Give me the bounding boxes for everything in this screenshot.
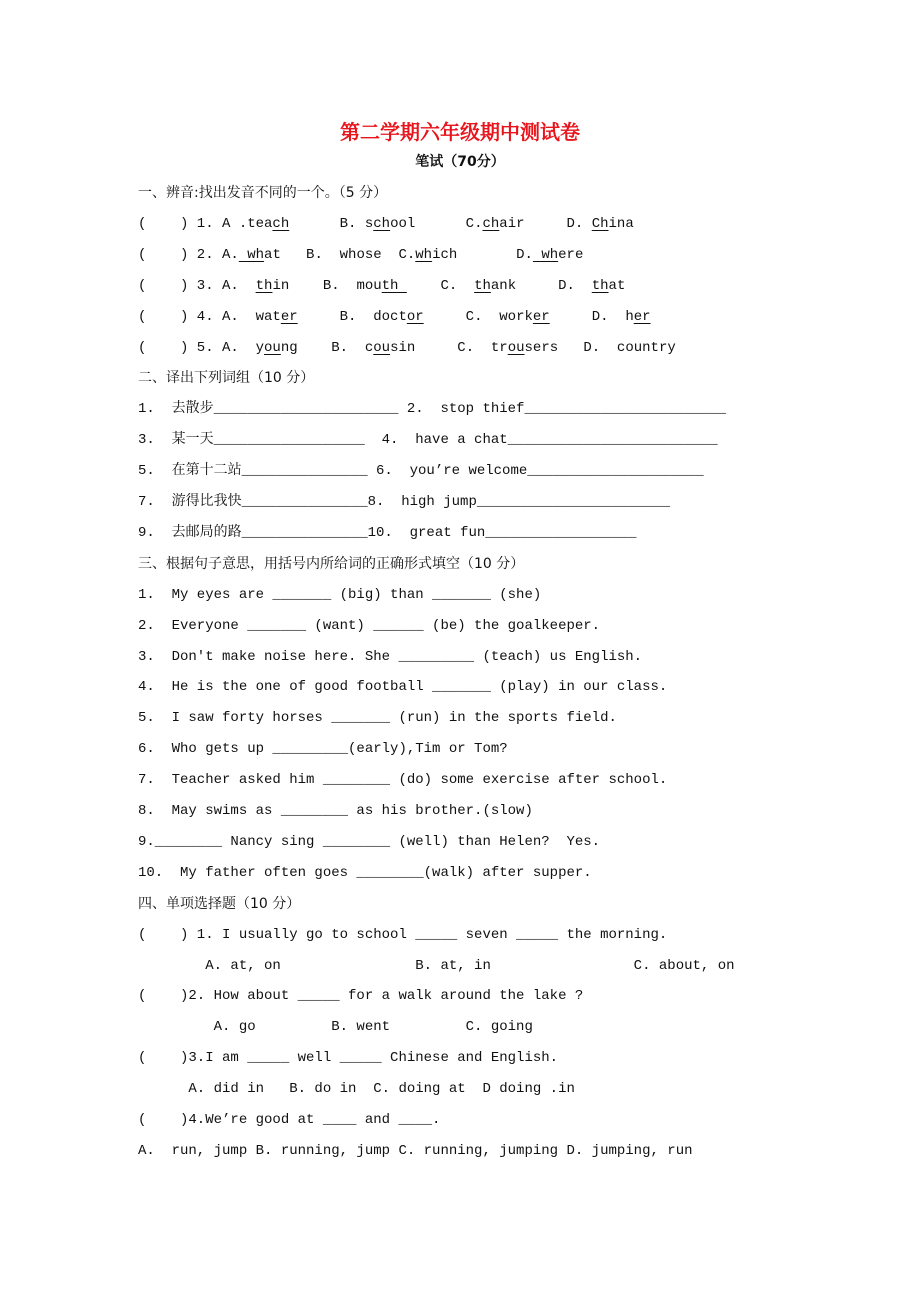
line-text: D. h xyxy=(549,308,634,325)
line-text: ( ) 4. A. wat xyxy=(138,308,281,325)
underlined-letters: or xyxy=(406,308,424,325)
question-line xyxy=(138,709,617,727)
question-line xyxy=(138,926,667,944)
line-text: ( ) 1. A .tea xyxy=(138,215,273,232)
line-text: at B. whose C. xyxy=(264,246,416,263)
underlined-letters: th xyxy=(381,277,407,294)
line-text: C. xyxy=(406,277,475,294)
question-line xyxy=(138,987,583,1005)
question-line xyxy=(138,339,676,357)
line-text: ( ) 5. A. y xyxy=(138,339,265,356)
line-text: ank D. xyxy=(490,277,592,294)
exam-subtitle: 笔试（70分） xyxy=(415,154,505,170)
underlined-letters: ch xyxy=(272,215,290,232)
line-text: A. at, on B. at, in C. about, on xyxy=(138,957,735,974)
line-text: A. go B. went C. going xyxy=(138,1019,533,1036)
line-text: ( ) 3. A. xyxy=(138,277,256,294)
question-line xyxy=(138,957,735,975)
line-text: 1. My eyes are _______ (big) than _______ (she) xyxy=(138,586,542,603)
line-text: C. work xyxy=(423,308,533,325)
question-line xyxy=(138,833,600,851)
line-text: 5. 在第十二站_______________ 6. you’re welcome_____________________ xyxy=(138,463,704,480)
question-line xyxy=(138,1142,693,1160)
question-line xyxy=(138,400,726,418)
question-line xyxy=(138,277,625,295)
underlined-letters: th xyxy=(474,277,491,294)
line-text: 四、单项选择题（10 分） xyxy=(138,895,301,912)
underlined-letters: th xyxy=(255,277,273,294)
question-line xyxy=(138,1080,575,1098)
exam-title xyxy=(0,116,920,145)
line-text: 1. 去散步______________________ 2. stop thief________________________ xyxy=(138,401,727,418)
question-line xyxy=(138,802,533,820)
underlined-letters: wh xyxy=(415,246,433,263)
question-line xyxy=(138,586,541,604)
line-text: ng B. c xyxy=(280,339,374,356)
line-text: 4. He is the one of good football _______ (play) in our class. xyxy=(138,679,668,696)
underlined-letters: ou xyxy=(507,339,525,356)
underlined-letters: Ch xyxy=(591,215,609,232)
line-text: air D. xyxy=(499,215,592,232)
question-line xyxy=(138,617,600,635)
line-text: 8. May swims as ________ as his brother.(slow) xyxy=(138,803,533,819)
line-text: 6. Who gets up _________(early),Tim or Tom? xyxy=(138,741,508,758)
underlined-letters: ou xyxy=(264,339,281,356)
line-text: ere xyxy=(558,246,584,263)
underlined-letters: er xyxy=(532,308,550,325)
line-text: ich D. xyxy=(432,246,533,263)
section-heading xyxy=(138,555,524,573)
line-text: B. s xyxy=(289,215,374,232)
question-line xyxy=(138,864,592,882)
question-line xyxy=(138,431,718,449)
exam-title-text: 第二学期六年级期中测试卷 xyxy=(340,120,580,144)
line-text: B. doct xyxy=(297,308,407,325)
line-text: ( )2. How about _____ for a walk around the lake ? xyxy=(138,988,584,1005)
question-line xyxy=(138,524,636,542)
question-line xyxy=(138,1111,440,1129)
line-text: ( )4.We’re good at ____ and ____. xyxy=(138,1112,441,1128)
question-line xyxy=(138,215,634,233)
line-text: ( ) 2. A. xyxy=(138,246,239,263)
question-line xyxy=(138,1049,558,1067)
underlined-letters: th xyxy=(591,277,609,294)
question-line xyxy=(138,678,667,696)
line-text: A. run, jump B. running, jump C. running, jumping D. jumping, run xyxy=(138,1142,693,1159)
question-line xyxy=(138,462,704,480)
line-text: ool C. xyxy=(390,215,483,232)
question-line xyxy=(138,771,667,789)
line-text: 7. Teacher asked him ________ (do) some exercise after school. xyxy=(138,772,668,789)
line-text: 二、译出下列词组（10 分） xyxy=(138,370,315,387)
underlined-letters: er xyxy=(633,308,651,325)
line-text: sin C. tr xyxy=(390,339,508,356)
line-text: 9.________ Nancy sing ________ (well) than Helen? Yes. xyxy=(138,833,601,850)
question-line xyxy=(138,740,508,758)
line-text: 3. Don't make noise here. She _________ (teach) us English. xyxy=(138,648,643,665)
underlined-letters: er xyxy=(280,308,298,325)
line-text: ( )3.I am _____ well _____ Chinese and English. xyxy=(138,1050,559,1067)
line-text: 2. Everyone _______ (want) ______ (be) the goalkeeper. xyxy=(138,617,601,634)
underlined-letters: wh xyxy=(532,246,559,263)
line-text: sers D. country xyxy=(524,339,676,356)
line-text: A. did in B. do in C. doing at D doing .in xyxy=(138,1081,575,1098)
question-line xyxy=(138,648,642,666)
line-text: 10. My father often goes ________(walk) after supper. xyxy=(138,864,592,881)
line-text: at xyxy=(608,277,626,294)
underlined-letters: ch xyxy=(482,215,500,232)
line-text: ( ) 1. I usually go to school _____ seven _____ the morning. xyxy=(138,926,668,943)
line-text: ina xyxy=(608,215,634,232)
section-heading xyxy=(138,369,314,387)
underlined-letters: ch xyxy=(373,215,391,232)
question-line xyxy=(138,493,670,511)
line-text: in B. mou xyxy=(272,277,382,294)
question-line xyxy=(138,1018,533,1036)
line-text: 5. I saw forty horses _______ (run) in the sports field. xyxy=(138,710,617,727)
question-line xyxy=(138,246,583,264)
line-text: 7. 游得比我快_______________8. high jump_______________________ xyxy=(138,494,671,510)
section-heading xyxy=(138,895,300,913)
line-text: 一、辨音:找出发音不同的一个。（5 分） xyxy=(138,185,388,201)
question-line xyxy=(138,308,651,326)
line-text: 9. 去邮局的路_______________10. great fun__________________ xyxy=(138,524,637,541)
section-heading xyxy=(138,184,387,202)
underlined-letters: ou xyxy=(373,339,391,356)
line-text: 3. 某一天__________________ 4. have a chat_________________________ xyxy=(138,432,718,449)
underlined-letters: wh xyxy=(238,246,265,263)
line-text: 三、根据句子意思，用括号内所给词的正确形式填空（10 分） xyxy=(138,555,525,572)
